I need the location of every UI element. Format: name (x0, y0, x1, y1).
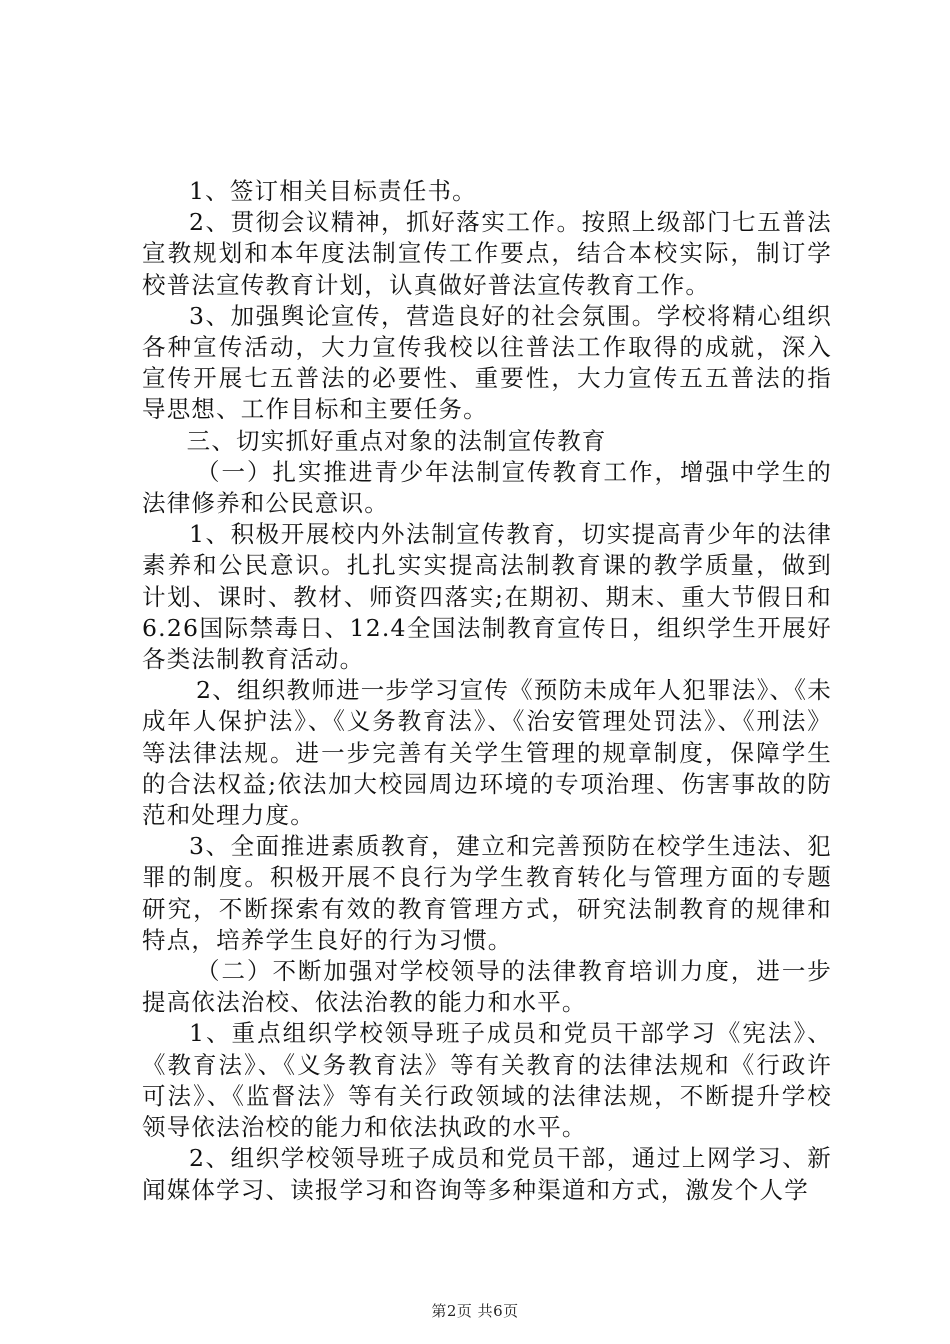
paragraph-item-1: 1、签订相关目标责任书。 (189, 177, 477, 205)
paragraph-item-leader-2: 2、组织学校领导班子成员和党员干部，通过上网学习、新闻媒体学习、读报学习和咨询等多种渠道和方式，激发个人学 (142, 1144, 832, 1204)
subsection-heading-1: （一）扎实推进青少年法制宣传教育工作，增强中学生的法律修养和公民意识。 (142, 457, 832, 518)
paragraph-item-youth-1: 1、积极开展校内外法制宣传教育，切实提高青少年的法律素养和公民意识。扎扎实实提高法制教育课的教学质量，做到计划、课时、教材、师资四落实;在期初、期末、重大节假日和6.26国际禁毒日、12.4全国法制教育宣传日，组织学生开展好各类法制教育活动。 (142, 520, 832, 674)
section-heading-3: 三、切实抓好重点对象的法制宣传教育 (186, 426, 607, 455)
page-number-footer: 第2页 共6页 (431, 1302, 519, 1320)
paragraph-item-3: 3、加强舆论宣传，营造良好的社会氛围。学校将精心组织各种宣传活动，大力宣传我校以往普法工作取得的成就，深入宣传开展七五普法的必要性、重要性，大力宣传五五普法的指导思想、工作目标和主要任务。 (142, 301, 832, 424)
paragraph-item-leader-1: 1、重点组织学校领导班子成员和党员干部学习《宪法》、《教育法》、《义务教育法》等有关教育的法律法规和《行政许可法》、《监督法》等有关行政领域的法律法规，不断提升学校领导依法治校的能力和依法执政的水平。 (142, 1019, 832, 1142)
paragraph-item-youth-3: 3、全面推进素质教育，建立和完善预防在校学生违法、犯罪的制度。积极开展不良行为学生教育转化与管理方面的专题研究，不断探索有效的教育管理方式，研究法制教育的规律和特点，培养学生良好的行为习惯。 (142, 832, 832, 954)
document-body (142, 176, 832, 1206)
paragraph-item-youth-2: 2、组织教师进一步学习宣传《预防未成年人犯罪法》、《未成年人保护法》、《义务教育法》、《治安管理处罚法》、《刑法》等法律法规。进一步完善有关学生管理的规章制度，保障学生的合法权益;依法加大校园周边环境的专项治理、伤害事故的防范和处理力度。 (142, 676, 832, 830)
subsection-heading-2: （二）不断加强对学校领导的法律教育培训力度，进一步提高依法治校、依法治教的能力和水平。 (142, 957, 832, 1017)
paragraph-item-2: 2、贯彻会议精神，抓好落实工作。按照上级部门七五普法宣教规划和本年度法制宣传工作要点，结合本校实际，制订学校普法宣传教育计划，认真做好普法宣传教育工作。 (142, 208, 832, 299)
